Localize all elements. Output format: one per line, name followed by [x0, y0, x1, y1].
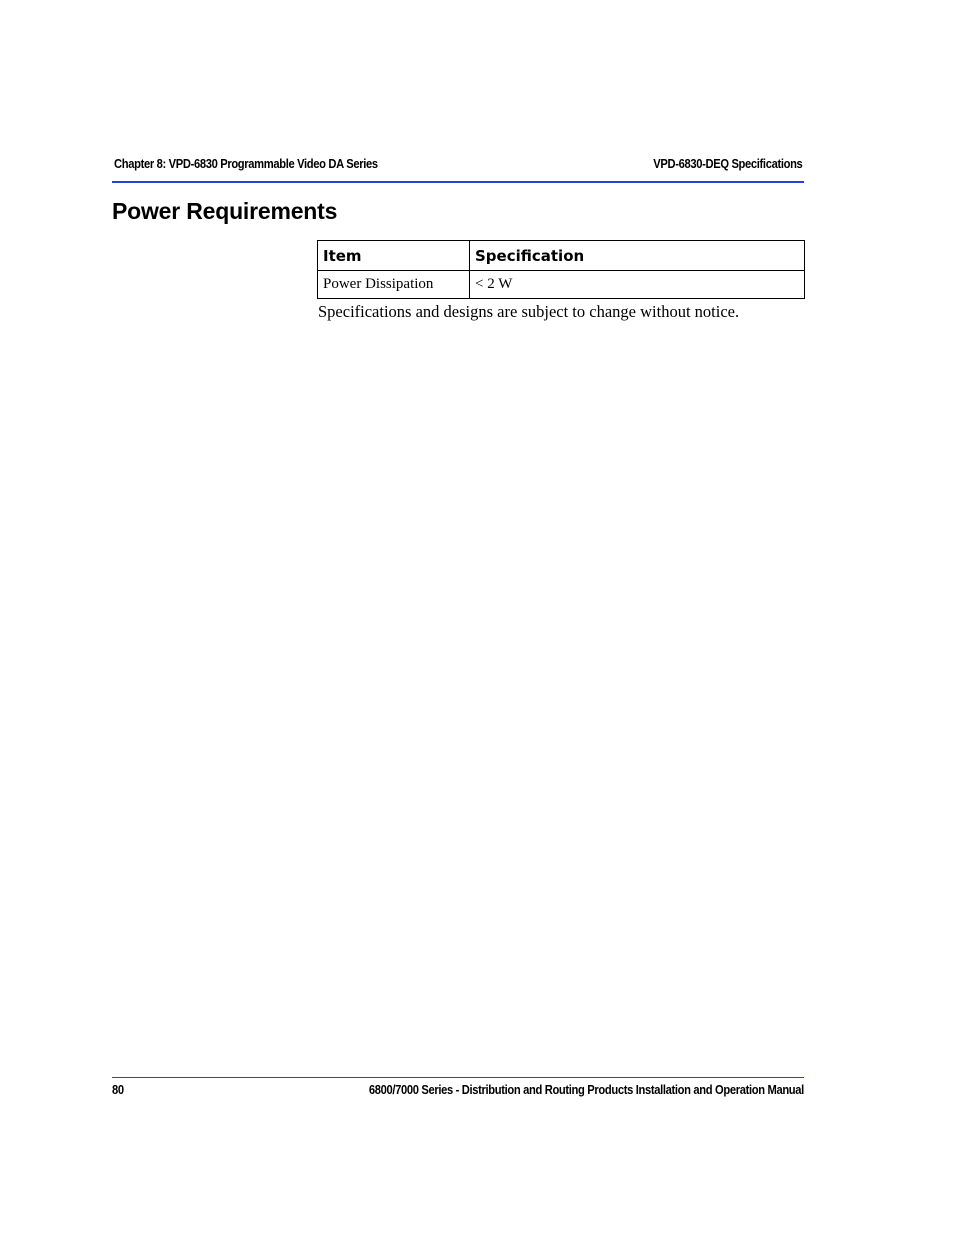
running-footer — [112, 1077, 804, 1102]
table-cell-item: Power Dissipation — [318, 271, 470, 299]
page-title: Power Requirements — [112, 198, 338, 224]
table-header-row — [318, 241, 805, 271]
chapter-title: Chapter 8: VPD-6830 Programmable Video DA Series — [114, 156, 378, 171]
page-number: 80 — [112, 1082, 124, 1097]
disclaimer-note: Specifications and designs are subject to change without notice. — [318, 302, 740, 321]
column-header-item: Item — [318, 241, 470, 271]
table-cell-specification: < 2 W — [470, 271, 805, 299]
column-header-specification: Specification — [470, 241, 805, 271]
section-title: VPD-6830-DEQ Specifications — [652, 156, 802, 171]
table-row — [318, 271, 805, 299]
power-spec-table — [317, 240, 805, 299]
running-header — [112, 154, 804, 183]
manual-title: 6800/7000 Series - Distribution and Routing Products Installation and Operation Manual — [368, 1082, 804, 1097]
